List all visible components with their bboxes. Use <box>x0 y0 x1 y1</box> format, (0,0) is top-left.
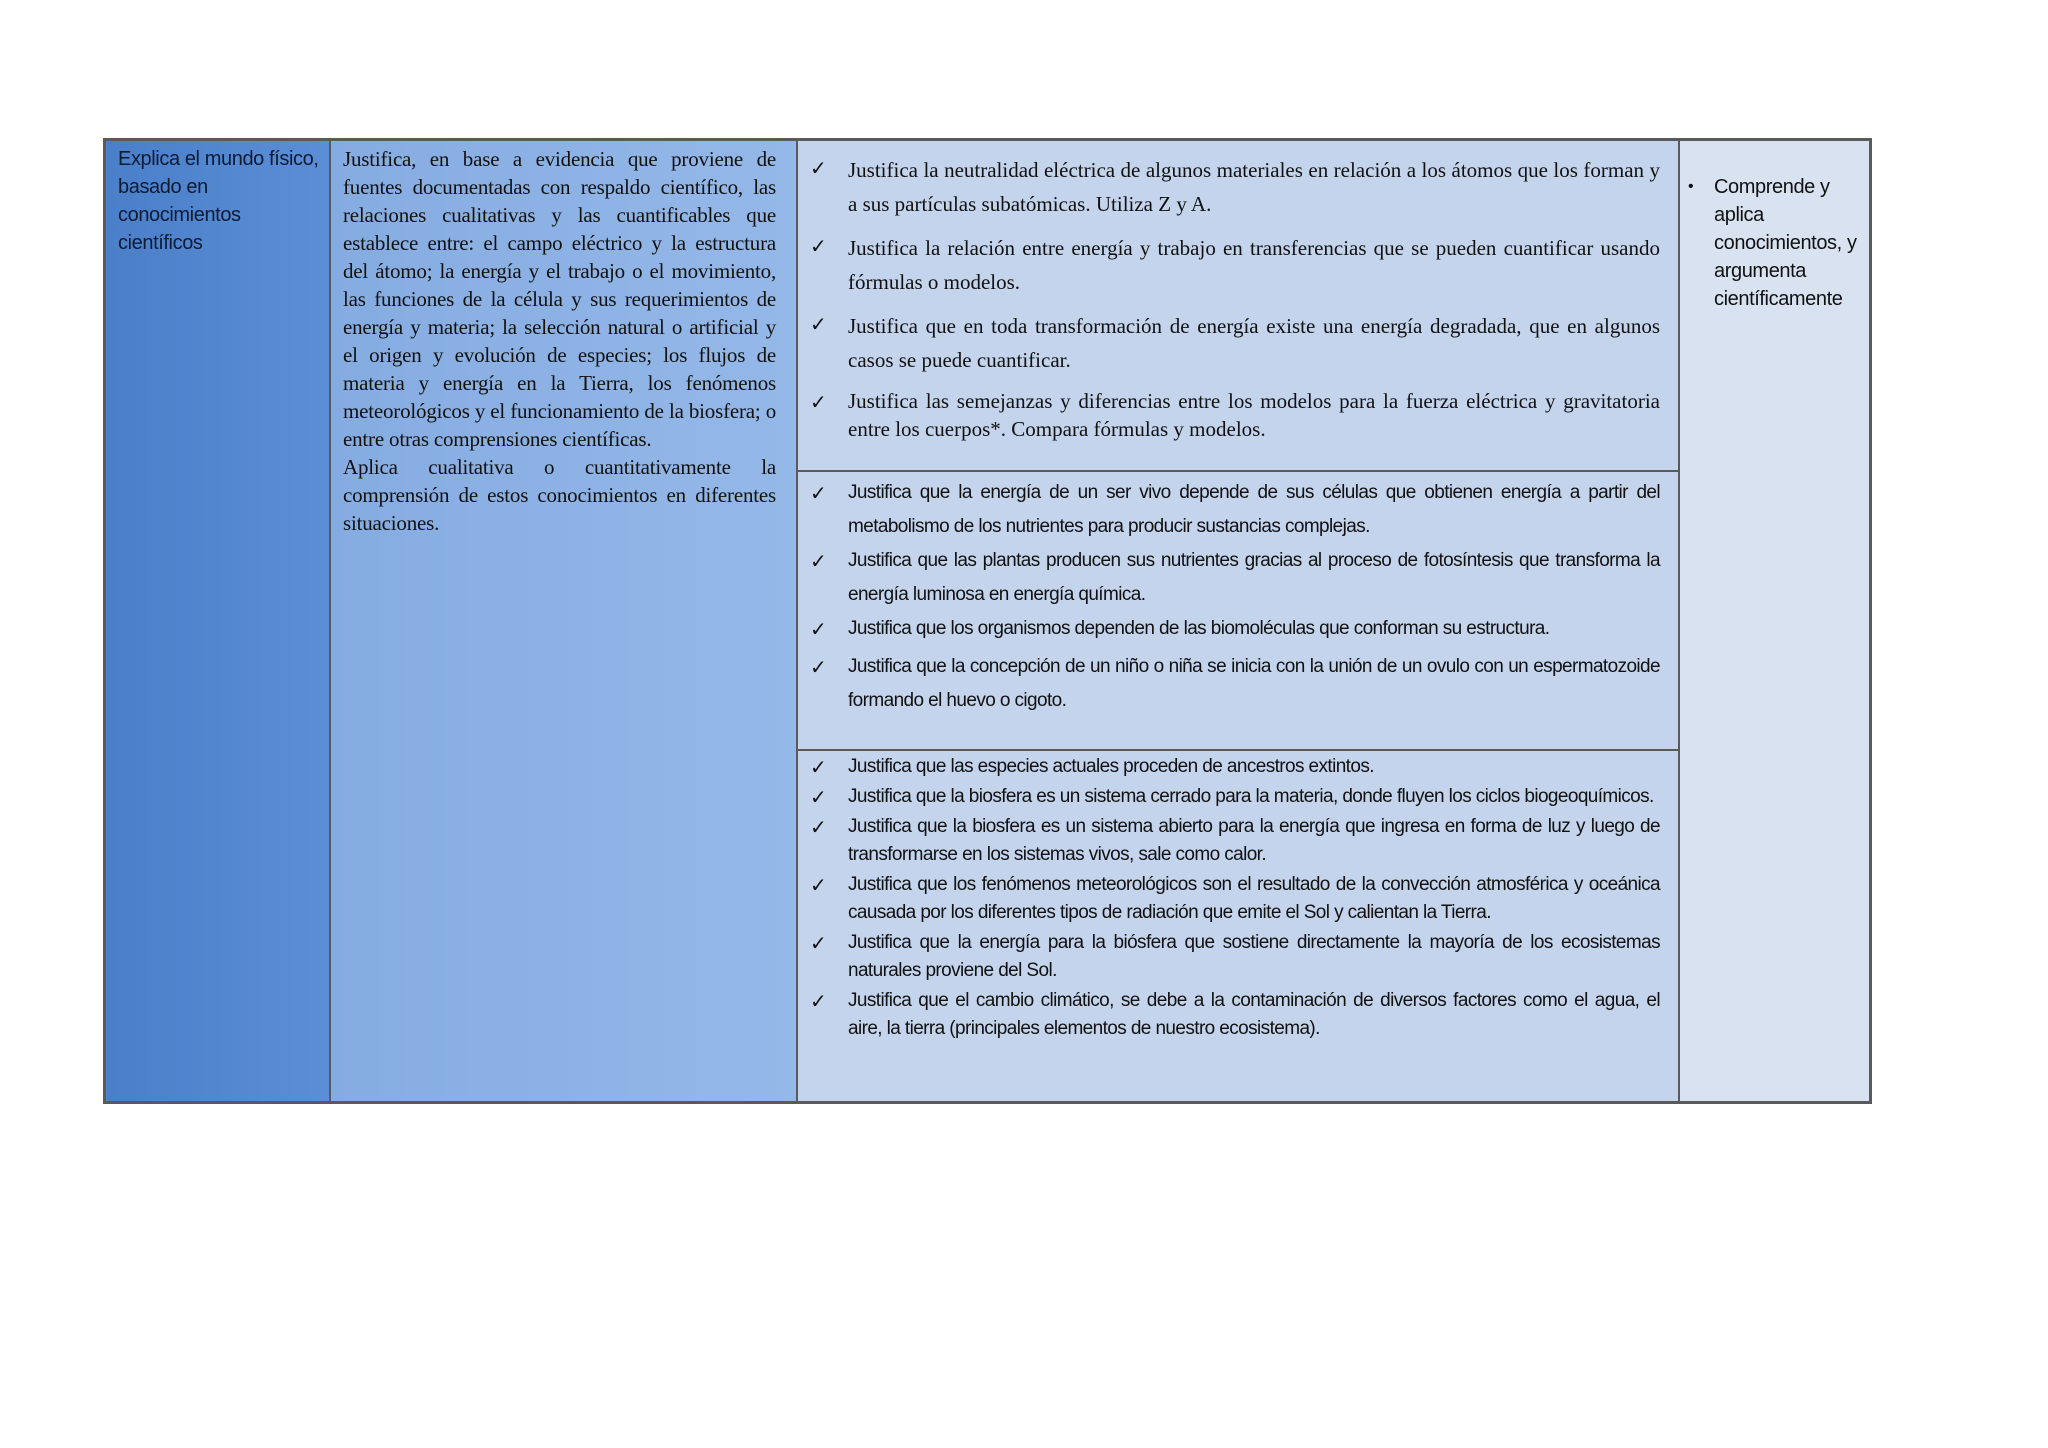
list-item: ✓ Justifica que en toda transformación de energía existe una energía degradada, que en algunos casos se puede cuantificar. <box>810 309 1660 377</box>
list-item: ✓ Justifica la neutralidad eléctrica de algunos materiales en relación a los átomos que los forman y a sus partículas subatómicas. Utiliza Z y A. <box>810 153 1660 221</box>
check-icon: ✓ <box>810 655 827 679</box>
indicators-cell <box>797 140 1679 1103</box>
list-item: ✓ Justifica que las plantas producen sus nutrientes gracias al proceso de fotosíntesis que transforma la energía luminosa en energía química. <box>810 544 1660 612</box>
outcome-text: Comprende y aplica conocimientos, y argumenta científicamente <box>1714 176 1857 310</box>
check-icon: ✓ <box>810 312 827 336</box>
list-item: ✓ Justifica que la biosfera es un sistema abierto para la energía que ingresa en forma de luz y luego de transformarse en los sistemas vivos, sale como calor. <box>810 815 1660 865</box>
competence-cell <box>105 140 331 1103</box>
capacity-paragraph-1: Justifica, en base a evidencia que proviene de fuentes documentadas con respaldo científico, las relaciones cualitativas y las cuantificables que establece entre: el campo eléctrico y la estructura del átomo; la energía y el trabajo o el movimiento, las funciones de la célula y sus requerimientos de energía y materia; la selección natural o artificial y el origen y evolución de especies; los flujos de materia y energía en la Tierra, los fenómenos meteorológicos y el funcionamiento de la biosfera; o entre otras comprensiones científicas. <box>343 147 776 451</box>
table-row <box>105 140 1871 1103</box>
check-icon: ✓ <box>810 156 827 180</box>
list-item: ✓ Justifica que la energía para la biósfera que sostiene directamente la mayoría de los ecosistemas naturales proviene del Sol. <box>810 931 1660 981</box>
check-icon: ✓ <box>810 815 827 839</box>
bullet-icon: • <box>1688 178 1694 195</box>
check-icon: ✓ <box>810 549 827 573</box>
outcome-item <box>1680 141 1869 313</box>
physics-list <box>798 153 1678 443</box>
list-item: ✓ Justifica que el cambio climático, se debe a la contaminación de diversos factores como el agua, el aire, la tierra (principales elementos de nuestro ecosistema). <box>810 989 1660 1039</box>
list-item: ✓ Justifica que los fenómenos meteorológicos son el resultado de la convección atmosférica y oceánica causada por los diferentes tipos de radiación que emite el Sol y calientan la Tierra. <box>810 873 1660 923</box>
check-icon: ✓ <box>810 755 827 779</box>
list-item: ✓ Justifica la relación entre energía y trabajo en transferencias que se pueden cuantificar usando fórmulas o modelos. <box>810 231 1660 299</box>
check-icon: ✓ <box>810 785 827 809</box>
capacity-paragraph-2: Aplica cualitativa o cuantitativamente la comprensión de estos conocimientos en diferentes situaciones. <box>343 455 776 535</box>
outcome-cell <box>1679 140 1871 1103</box>
indicators-biology-section <box>798 472 1678 751</box>
list-item: ✓ Justifica las semejanzas y diferencias entre los modelos para la fuerza eléctrica y gravitatoria entre los cuerpos*. Compara fórmulas y modelos. <box>810 389 1660 441</box>
list-item: ✓ Justifica que la energía de un ser vivo depende de sus células que obtienen energía a partir del metabolismo de los nutrientes para producir sustancias complejas. <box>810 476 1660 544</box>
list-item: ✓ Justifica que la biosfera es un sistema cerrado para la materia, donde fluyen los ciclos biogeoquímicos. <box>810 785 1654 809</box>
check-icon: ✓ <box>810 617 827 641</box>
competency-table <box>103 138 1872 1104</box>
capacity-cell <box>330 140 797 1103</box>
earth-list <box>798 753 1678 1043</box>
capacity-text <box>331 141 796 537</box>
check-icon: ✓ <box>810 989 827 1013</box>
indicators-physics-section <box>798 141 1678 472</box>
indicators-earth-section <box>798 751 1678 1101</box>
competence-text: Explica el mundo físico, basado en conocimientos científicos <box>118 148 319 254</box>
check-icon: ✓ <box>810 931 827 955</box>
check-icon: ✓ <box>810 390 827 414</box>
check-icon: ✓ <box>810 234 827 258</box>
list-item: ✓ Justifica que la concepción de un niño o niña se inicia con la unión de un ovulo con un espermatozoide formando el huevo o cigoto. <box>810 650 1660 718</box>
list-item: ✓ Justifica que los organismos dependen de las biomoléculas que conforman su estructura. <box>810 612 1660 646</box>
check-icon: ✓ <box>810 873 827 897</box>
list-item: ✓ Justifica que las especies actuales proceden de ancestros extintos. <box>810 755 1374 779</box>
biology-list <box>798 476 1678 718</box>
check-icon: ✓ <box>810 481 827 505</box>
